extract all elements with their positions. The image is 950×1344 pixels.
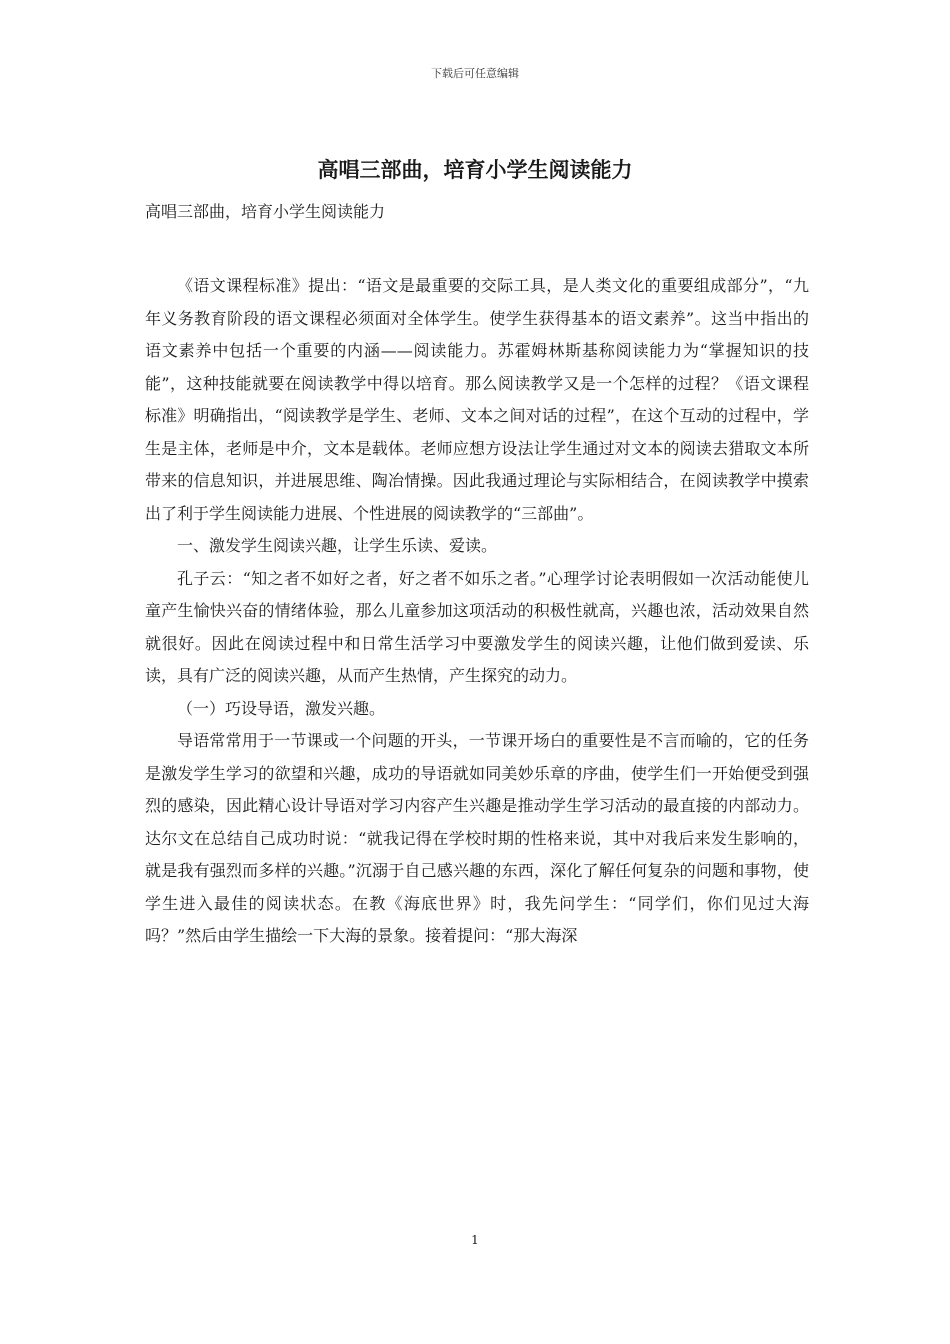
document-subtitle: 高唱三部曲，培育小学生阅读能力: [145, 202, 386, 221]
document-title: 高唱三部曲，培育小学生阅读能力: [317, 157, 633, 182]
document-body: [145, 270, 809, 953]
page-header: 下载后可任意编辑: [431, 67, 519, 80]
subsection-heading-1: （一）巧设导语，激发兴趣。: [177, 698, 386, 718]
paragraph-confucius: 孔子云：“知之者不如好之者，好之者不如乐之者。”心理学讨论表明假如一次活动能使儿童产生愉快兴奋的情绪体验，那么儿童参加这项活动的积极性就高，兴趣也浓，活动效果自然就很好。因此在阅读过程中和日常生活学习中要激发学生的阅读兴趣，让他们做到爱读、乐读，具有广泛的阅读兴趣，从而产生热情，产生探究的动力。: [145, 568, 809, 685]
paragraph-intro: 《语文课程标准》提出：“语文是最重要的交际工具，是人类文化的重要组成部分”，“九年义务教育阶段的语文课程必须面对全体学生。使学生获得基本的语文素养”。这当中指出的语文素养中包括一个重要的内涵——阅读能力。苏霍姆林斯基称阅读能力为“掌握知识的技能”，这种技能就要在阅读教学中得以培育。那么阅读教学又是一个怎样的过程？《语文课程标准》明确指出，“阅读教学是学生、老师、文本之间对话的过程”，在这个互动的过程中，学生是主体，老师是中介，文本是载体。老师应想方设法让学生通过对文本的阅读去猎取文本所带来的信息知识，并进展思维、陶冶情操。因此我通过理论与实际相结合，在阅读教学中摸索出了利于学生阅读能力进展、个性进展的阅读教学的“三部曲”。: [145, 276, 809, 523]
page-number: 1: [471, 1233, 479, 1247]
section-heading-1: 一、激发学生阅读兴趣，让学生乐读、爱读。: [177, 536, 498, 555]
paragraph-introduction-design: 导语常常用于一节课或一个问题的开头，一节课开场白的重要性是不言而喻的，它的任务是激发学生学习的欲望和兴趣，成功的导语就如同美妙乐章的序曲，使学生们一开始便受到强烈的感染，因此精心设计导语对学习内容产生兴趣是推动学生学习活动的最直接的内部动力。达尔文在总结自己成功时说：“就我记得在学校时期的性格来说，其中对我后来发生影响的，就是我有强烈而多样的兴趣。”沉溺于自己感兴趣的东西，深化了解任何复杂的问题和事物，使学生进入最佳的阅读状态。在教《海底世界》时，我先问学生：“同学们，你们见过大海吗？”然后由学生描绘一下大海的景象。接着提问：“那大海深: [145, 731, 809, 945]
